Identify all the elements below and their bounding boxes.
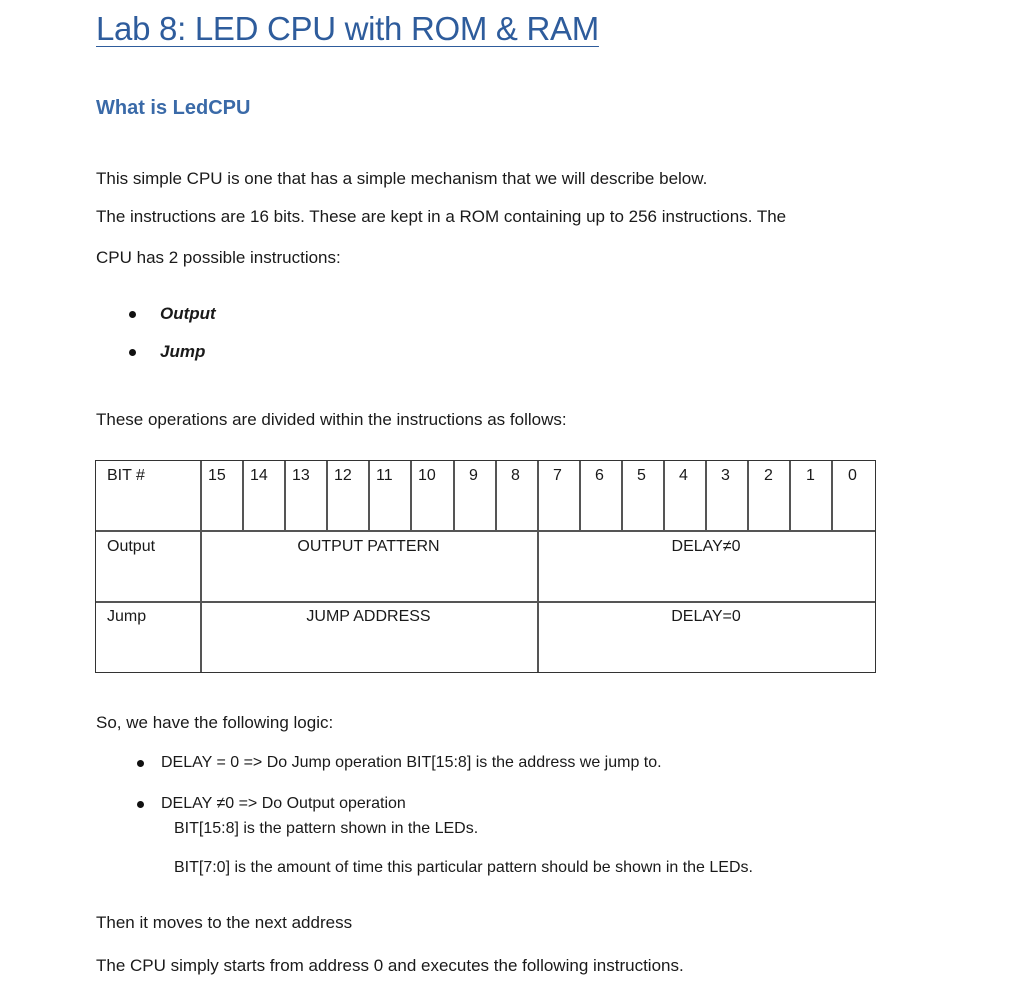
row-label-jump: Jump (107, 608, 147, 625)
intro-line-1: This simple CPU is one that has a simple mechanism that we will describe below. (96, 169, 708, 188)
bit-number: 9 (469, 467, 478, 484)
bit-number: 10 (418, 467, 436, 484)
bullet-icon (129, 311, 136, 318)
bit-number: 12 (334, 467, 352, 484)
column-divider (537, 461, 539, 672)
output-pattern-cell: OUTPUT PATTERN (297, 538, 440, 555)
bit-divider (495, 461, 497, 530)
row-label-output: Output (107, 538, 156, 555)
bit-divider (326, 461, 328, 530)
list-item-jump: Jump (160, 342, 206, 361)
bit-number: 7 (553, 467, 562, 484)
bit-divider (453, 461, 455, 530)
bit-divider (747, 461, 749, 530)
bit-number: 14 (250, 467, 268, 484)
bullet-icon (129, 349, 136, 356)
row-divider (96, 601, 875, 603)
bit-divider (789, 461, 791, 530)
bit-layout-table (95, 460, 876, 673)
logic-intro: So, we have the following logic: (96, 713, 334, 732)
row-divider (96, 530, 875, 532)
jump-address-cell: JUMP ADDRESS (306, 608, 431, 625)
bit-divider (242, 461, 244, 530)
bit-number: 2 (764, 467, 773, 484)
bit-number: 15 (208, 467, 226, 484)
list-item-output: Output (160, 304, 216, 323)
intro-line-2: The instructions are 16 bits. These are kept in a ROM containing up to 256 instructions. The (96, 207, 787, 226)
bit-divider (621, 461, 623, 530)
bit-number: 5 (637, 467, 646, 484)
document-title: Lab 8: LED CPU with ROM & RAM (96, 10, 599, 47)
bit-number: 8 (511, 467, 520, 484)
bullet-icon (137, 760, 144, 767)
bit-header-label: BIT # (107, 467, 145, 484)
bit-divider (831, 461, 833, 530)
bit-divider (705, 461, 707, 530)
section-heading: What is LedCPU (96, 97, 251, 119)
bit-divider (368, 461, 370, 530)
bit-divider (663, 461, 665, 530)
column-divider (200, 461, 202, 672)
bit-divider (410, 461, 412, 530)
division-text: These operations are divided within the instructions as follows: (96, 410, 567, 429)
bullet-icon (137, 801, 144, 808)
closing-line-2: The CPU simply starts from address 0 and executes the following instructions. (96, 956, 684, 975)
bit-divider (579, 461, 581, 530)
bit-number: 6 (595, 467, 604, 484)
bit-number: 3 (721, 467, 730, 484)
delay-zero-cell: DELAY=0 (671, 608, 741, 625)
logic-item-jump: DELAY = 0 => Do Jump operation BIT[15:8] is the address we jump to. (161, 754, 662, 771)
logic-item-output-detail-2: BIT[7:0] is the amount of time this particular pattern should be shown in the LEDs. (174, 859, 753, 876)
closing-line-1: Then it moves to the next address (96, 913, 353, 932)
intro-line-3: CPU has 2 possible instructions: (96, 248, 341, 267)
logic-item-output-detail-1: BIT[15:8] is the pattern shown in the LEDs. (174, 820, 479, 837)
bit-number: 0 (848, 467, 857, 484)
bit-number: 11 (376, 467, 393, 484)
bit-number: 4 (679, 467, 688, 484)
bit-number: 1 (806, 467, 815, 484)
delay-nonzero-cell: DELAY≠0 (671, 538, 741, 555)
logic-item-output: DELAY ≠0 => Do Output operation (161, 795, 406, 812)
bit-divider (284, 461, 286, 530)
bit-number: 13 (292, 467, 310, 484)
